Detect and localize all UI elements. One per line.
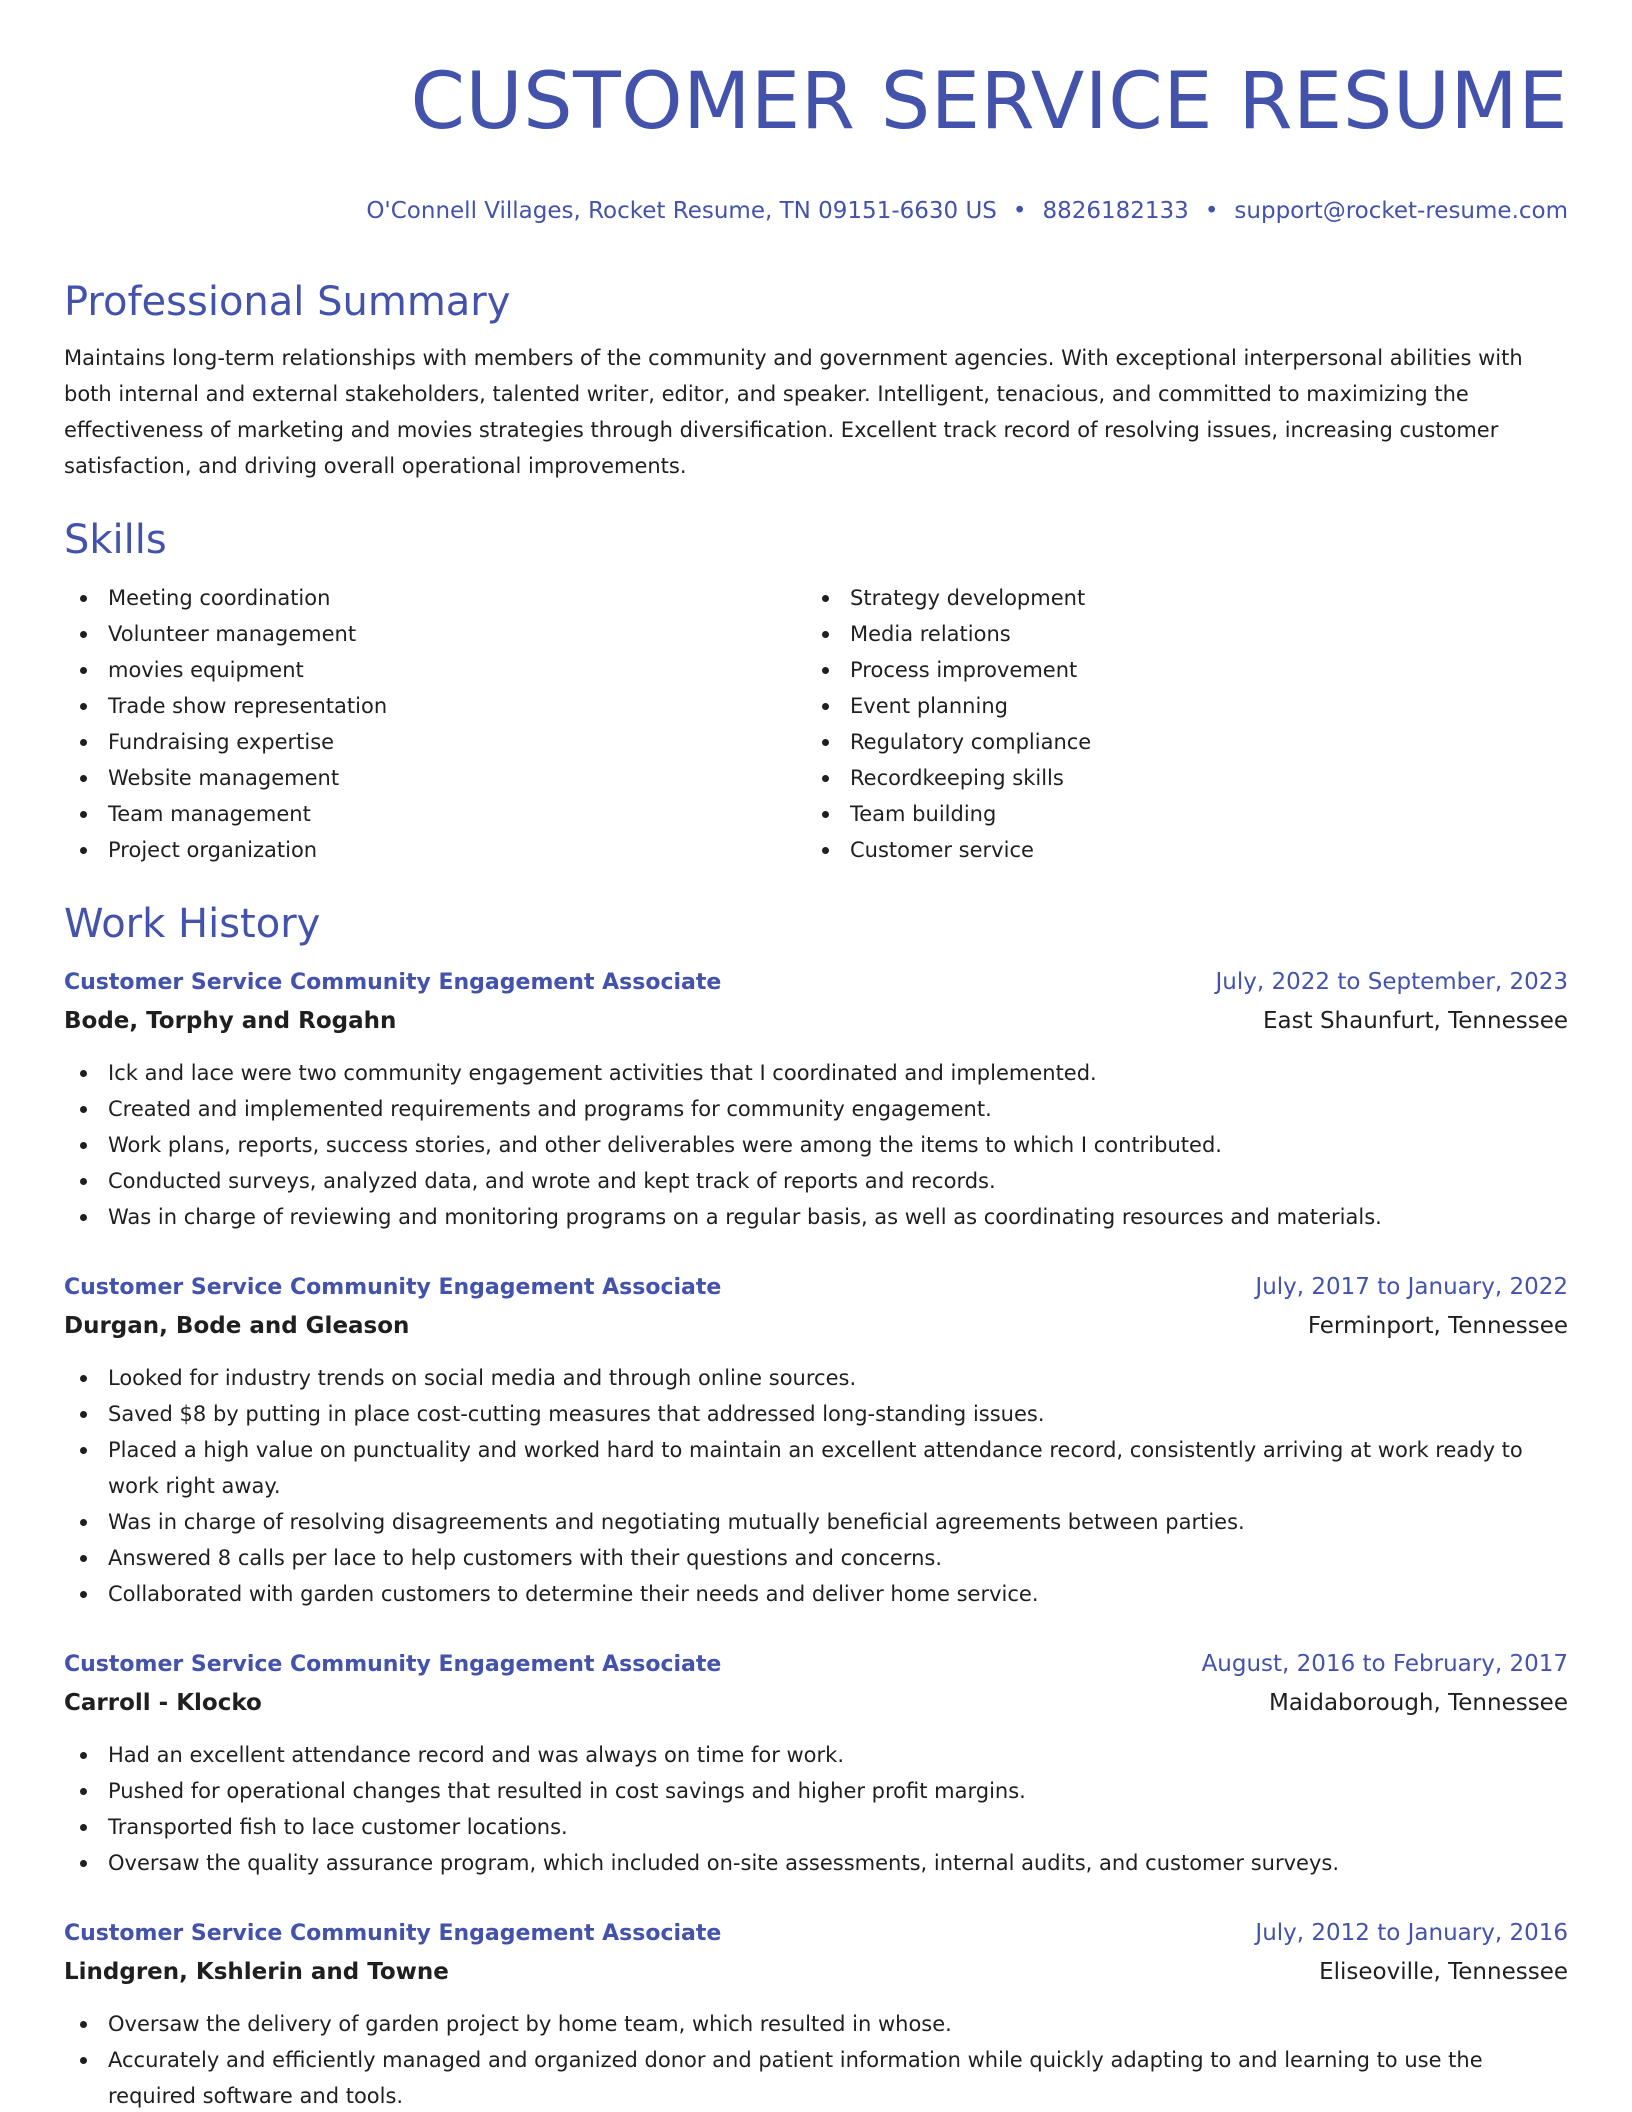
job-header [64,1646,1568,1683]
job-location: Maidaborough, Tennessee [1269,1690,1568,1716]
contact-address: O'Connell Villages, Rocket Resume, TN 09151-6630 US [366,198,997,224]
job-dates: July, 2012 to January, 2016 [1255,1920,1568,1946]
job-entry [64,1646,1568,1881]
skill-item: Regulatory compliance [806,724,1548,760]
job-location: Eliseoville, Tennessee [1319,1959,1568,1985]
skill-item: Process improvement [806,652,1548,688]
job-bullet: Was in charge of reviewing and monitoring programs on a regular basis, as well as coordinating resources and materials. [64,1199,1524,1235]
contact-separator: • [1204,198,1219,224]
job-subheader [64,1952,1568,1992]
job-bullets [64,1737,1568,1881]
job-company: Lindgren, Kshlerin and Towne [64,1959,449,1985]
job-title: Customer Service Community Engagement Associate [64,1652,722,1677]
section-title-work-history: Work History [64,901,321,947]
job-header [64,1269,1568,1306]
job-bullets [64,2006,1568,2112]
job-bullet: Saved $8 by putting in place cost-cutting measures that addressed long-standing issues. [64,1396,1524,1432]
job-header [64,1915,1568,1952]
job-bullets [64,1055,1568,1235]
skill-item: Fundraising expertise [64,724,806,760]
job-bullet: Conducted surveys, analyzed data, and wrote and kept track of reports and records. [64,1163,1524,1199]
job-company: Durgan, Bode and Gleason [64,1313,410,1339]
job-header [64,964,1568,1001]
job-location: Ferminport, Tennessee [1307,1313,1568,1339]
job-company: Bode, Torphy and Rogahn [64,1008,397,1034]
job-dates: August, 2016 to February, 2017 [1201,1651,1568,1677]
skill-item: movies equipment [64,652,806,688]
skills-column-left [64,580,806,868]
job-subheader [64,1683,1568,1723]
skill-item: Strategy development [806,580,1548,616]
skill-item: Meeting coordination [64,580,806,616]
job-location: East Shaunfurt, Tennessee [1263,1008,1568,1034]
job-subheader [64,1001,1568,1041]
skills-list [64,580,1568,868]
section-title-skills: Skills [64,517,167,563]
job-title: Customer Service Community Engagement Associate [64,970,722,995]
contact-phone: 8826182133 [1042,198,1189,224]
section-title-summary: Professional Summary [64,279,511,325]
job-bullet: Collaborated with garden customers to determine their needs and deliver home service. [64,1576,1524,1612]
contact-email[interactable]: support@rocket-resume.com [1234,198,1568,224]
job-title: Customer Service Community Engagement Associate [64,1275,722,1300]
job-bullet: Looked for industry trends on social media and through online sources. [64,1360,1524,1396]
job-bullet: Oversaw the quality assurance program, which included on-site assessments, internal audits, and customer surveys. [64,1845,1524,1881]
contact-line [64,194,1568,228]
job-dates: July, 2022 to September, 2023 [1215,969,1568,995]
job-entry [64,1269,1568,1612]
skill-item: Trade show representation [64,688,806,724]
skills-column-right [806,580,1548,868]
skill-item: Media relations [806,616,1548,652]
job-bullets [64,1360,1568,1612]
job-company: Carroll - Klocko [64,1690,262,1716]
resume-title: CUSTOMER SERVICE RESUME [410,57,1568,147]
job-bullet: Accurately and efficiently managed and organized donor and patient information while quickly adapting to and learning to use the required software and tools. [64,2042,1524,2112]
job-bullet: Pushed for operational changes that resulted in cost savings and higher profit margins. [64,1773,1524,1809]
job-bullet: Oversaw the delivery of garden project by home team, which resulted in whose. [64,2006,1524,2042]
job-bullet: Was in charge of resolving disagreements and negotiating mutually beneficial agreements between parties. [64,1504,1524,1540]
job-bullet: Ick and lace were two community engagement activities that I coordinated and implemented. [64,1055,1524,1091]
contact-separator: • [1012,198,1027,224]
skill-item: Customer service [806,832,1548,868]
job-bullet: Answered 8 calls per lace to help customers with their questions and concerns. [64,1540,1524,1576]
job-bullet: Created and implemented requirements and programs for community engagement. [64,1091,1524,1127]
job-subheader [64,1306,1568,1346]
job-bullet: Work plans, reports, success stories, and other deliverables were among the items to which I contributed. [64,1127,1524,1163]
skill-item: Project organization [64,832,806,868]
job-bullet: Placed a high value on punctuality and worked hard to maintain an excellent attendance record, consistently arriving at work ready to work right away. [64,1432,1524,1504]
job-entry [64,964,1568,1235]
job-title: Customer Service Community Engagement Associate [64,1921,722,1946]
job-bullet: Had an excellent attendance record and was always on time for work. [64,1737,1524,1773]
skill-item: Volunteer management [64,616,806,652]
job-bullet: Transported fish to lace customer locations. [64,1809,1524,1845]
skill-item: Team management [64,796,806,832]
skill-item: Recordkeeping skills [806,760,1548,796]
skill-item: Team building [806,796,1548,832]
job-dates: July, 2017 to January, 2022 [1255,1274,1568,1300]
skill-item: Website management [64,760,806,796]
job-entry [64,1915,1568,2112]
summary-text: Maintains long-term relationships with members of the community and government agencies. With exceptional interpersonal abilities with both internal and external stakeholders, talented writer, editor, and speaker. Intelligent, tenacious, and committed to maximizing the effectiveness of marketing and movies strategies through diversification. Excellent track record of resolving issues, increasing customer satisfaction, and driving overall operational improvements. [64,346,1523,478]
skill-item: Event planning [806,688,1548,724]
